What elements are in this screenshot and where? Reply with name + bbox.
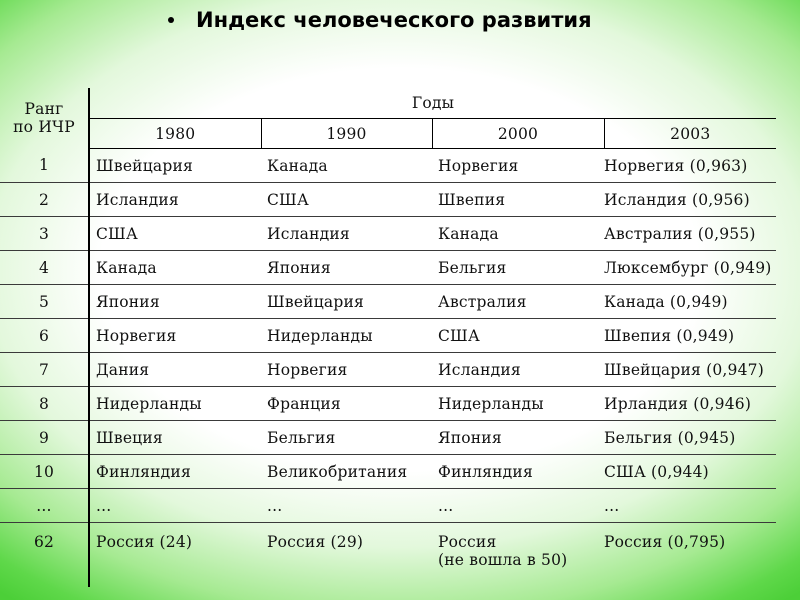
year-header-1980: 1980	[89, 119, 261, 149]
cell-2003: Норвегия (0,963)	[604, 149, 776, 183]
cell-1980: США	[89, 217, 261, 251]
rank-cell: 1	[0, 149, 89, 183]
rank-cell: 7	[0, 353, 89, 387]
cell-1990: Исландия	[261, 217, 432, 251]
rank-cell: 2	[0, 183, 89, 217]
rank-cell: 62	[0, 523, 89, 588]
rank-cell: 8	[0, 387, 89, 421]
cell-2000	[432, 523, 604, 588]
table-row	[0, 149, 776, 183]
cell-2000: США	[432, 319, 604, 353]
table-row	[0, 183, 776, 217]
cell-2003: Бельгия (0,945)	[604, 421, 776, 455]
slide-title-text: Индекс человеческого развития	[196, 8, 592, 32]
bullet-icon	[168, 17, 174, 23]
cell-2000: Австралия	[432, 285, 604, 319]
year-header-2000: 2000	[432, 119, 604, 149]
cell-1980: Россия (24)	[96, 533, 193, 551]
year-header-2003: 2003	[604, 119, 776, 149]
cell-2000: Бельгия	[432, 251, 604, 285]
cell-1980: Швейцария	[89, 149, 261, 183]
cell-2003: Россия (0,795)	[604, 533, 726, 551]
cell-2003: Ирландия (0,946)	[604, 387, 776, 421]
hdi-ranking-table	[0, 88, 776, 587]
cell-2003: Швепия (0,949)	[604, 319, 776, 353]
rank-cell: 10	[0, 455, 89, 489]
cell-2003: ...	[604, 489, 776, 523]
cell-2000: Япония	[432, 421, 604, 455]
table-row	[0, 421, 776, 455]
table-row	[0, 285, 776, 319]
rank-cell: 9	[0, 421, 89, 455]
cell-1980: ...	[89, 489, 261, 523]
cell-1990: Швейцария	[261, 285, 432, 319]
cell-1980: Канада	[89, 251, 261, 285]
cell-1990: Россия (29)	[267, 533, 364, 551]
cell-1990: Норвегия	[261, 353, 432, 387]
rank-cell: 5	[0, 285, 89, 319]
cell-2000: Нидерланды	[432, 387, 604, 421]
cell-1980: Финляндия	[89, 455, 261, 489]
cell-1990: США	[261, 183, 432, 217]
cell-2003: США (0,944)	[604, 455, 776, 489]
rank-header-line1: Ранг	[24, 100, 64, 119]
cell-2003: Люксембург (0,949)	[604, 251, 776, 285]
cell-1980: Япония	[89, 285, 261, 319]
cell-1990: Япония	[261, 251, 432, 285]
cell-2000-line2: (не вошла в 50)	[438, 551, 568, 569]
cell-1990: Канада	[261, 149, 432, 183]
cell-1980: Нидерланды	[89, 387, 261, 421]
table-row	[0, 319, 776, 353]
cell-2000-line1: Россия	[438, 533, 497, 551]
rank-cell: 3	[0, 217, 89, 251]
cell-2003: Канада (0,949)	[604, 285, 776, 319]
cell-2000: ...	[432, 489, 604, 523]
cell-2003: Австралия (0,955)	[604, 217, 776, 251]
years-header: Годы	[89, 88, 776, 119]
cell-1980: Норвегия	[89, 319, 261, 353]
cell-1980: Дания	[89, 353, 261, 387]
cell-1980: Швеция	[89, 421, 261, 455]
cell-1990: Великобритания	[261, 455, 432, 489]
table-row	[0, 251, 776, 285]
rank-cell: 4	[0, 251, 89, 285]
rank-cell: ...	[0, 489, 89, 523]
rank-header-line2: по ИЧР	[13, 118, 75, 137]
cell-2000: Исландия	[432, 353, 604, 387]
table-row	[0, 455, 776, 489]
table-row	[0, 387, 776, 421]
cell-2000: Финляндия	[432, 455, 604, 489]
table-row	[0, 217, 776, 251]
year-header-1990: 1990	[261, 119, 432, 149]
cell-1990: ...	[261, 489, 432, 523]
cell-1980: Исландия	[89, 183, 261, 217]
cell-1990: Франция	[261, 387, 432, 421]
cell-2000: Канада	[432, 217, 604, 251]
cell-2003: Швейцария (0,947)	[604, 353, 776, 387]
cell-2000: Швепия	[432, 183, 604, 217]
table-row	[0, 489, 776, 523]
slide-title	[168, 8, 592, 32]
cell-2000: Норвегия	[432, 149, 604, 183]
cell-2003: Исландия (0,956)	[604, 183, 776, 217]
table-row-russia	[0, 523, 776, 588]
cell-1990: Нидерланды	[261, 319, 432, 353]
rank-column-header	[0, 88, 89, 149]
rank-cell: 6	[0, 319, 89, 353]
cell-1990: Бельгия	[261, 421, 432, 455]
table-row	[0, 353, 776, 387]
